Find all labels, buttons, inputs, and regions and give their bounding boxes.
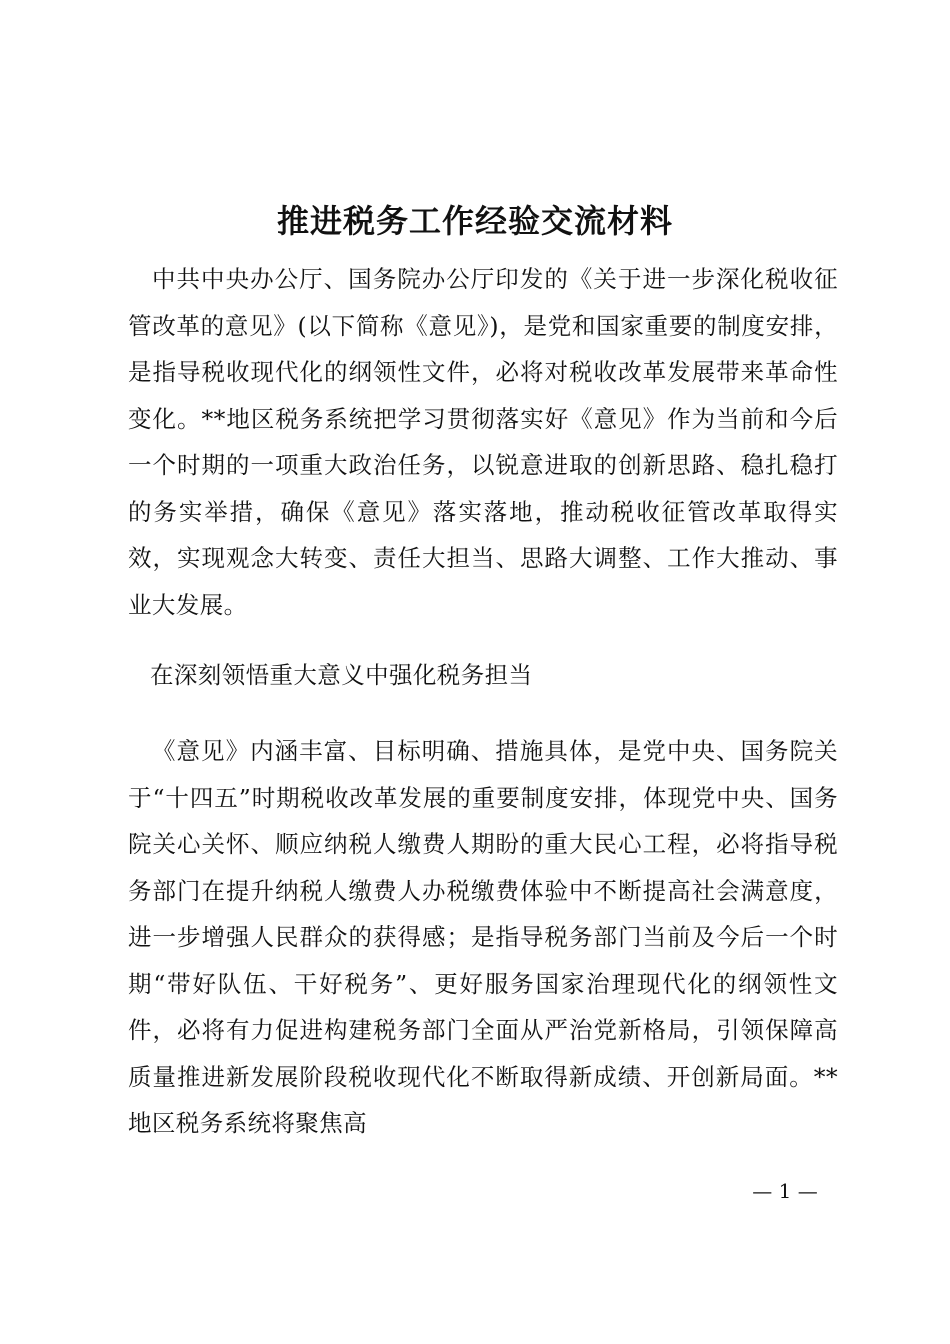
page-number: — 1 — <box>752 1179 818 1203</box>
document-title: 推进税务工作经验交流材料 <box>276 202 673 241</box>
paragraph-intro: 中共中央办公厅、国务院办公厅印发的《关于进一步深化税收征管改革的意见》(以下简称《意见》)，是党和国家重要的制度安排，是指导税收现代化的纲领性文件，必将对税收改革发展带来革命性变化。**地区税务系统把学习贯彻落实好《意见》作为当前和今后一个时期的一项重大政治任务，以锐意进取的创新思路、稳扎稳打的务实举措，确保《意见》落实落地，推动税收征管改革取得实效，实现观念大转变、责任大担当、思路大调整、工作大推动、事业大发展。 <box>128 265 838 619</box>
paragraph-section-body: 《意见》内涵丰富、目标明确、措施具体，是党中央、国务院关于“十四五”时期税收改革发展的重要制度安排，体现党中央、国务院关心关怀、顺应纳税人缴费人期盼的重大民心工程，必将指导税务部门在提升纳税人缴费人办税缴费体验中不断提高社会满意度，进一步增强人民群众的获得感；是指导税务部门当前及今后一个时期“带好队伍、干好税务”、更好服务国家治理现代化的纲领性文件，必将有力促进构建税务部门全面从严治党新格局，引领保障高质量推进新发展阶段税收现代化不断取得新成绩、开创新局面。**地区税务系统将聚焦高 <box>128 737 838 1137</box>
section-heading: 在深刻领悟重大意义中强化税务担当 <box>150 661 533 689</box>
